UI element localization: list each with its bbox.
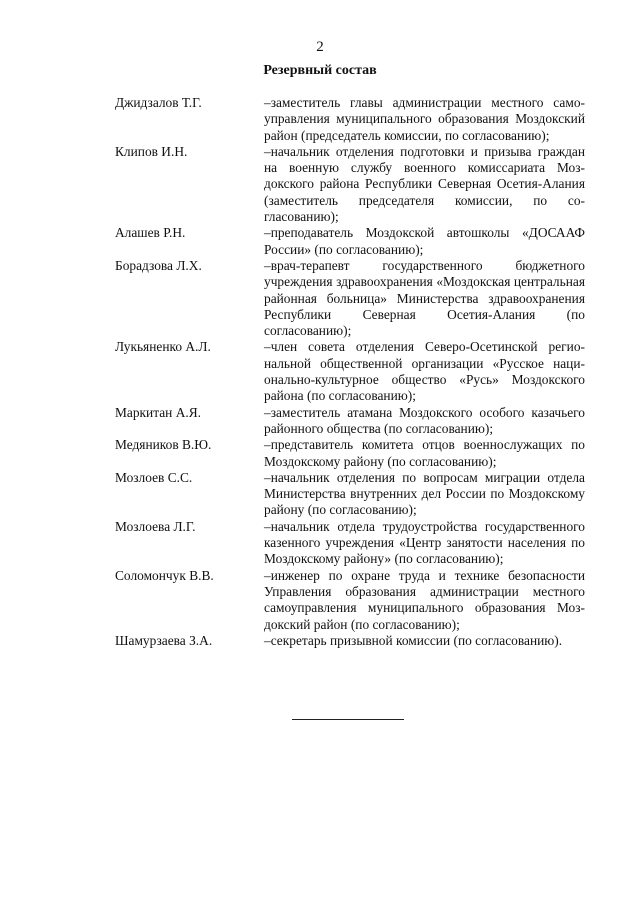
member-row [115, 405, 585, 438]
member-role: –заместитель атамана Моздокского особого казачьего районного общества (по согласованию); [264, 404, 585, 436]
member-row [115, 633, 585, 649]
member-name: Лукьяненко А.Л. [115, 339, 211, 355]
member-role: –член совета отделения Северо-Осетинской региональной общественной организации «Русское национально-культурное общество «Русь» Моздокского района (по согласованию); [264, 339, 585, 404]
member-role: –представитель комитета отцов военнослужащих по Моздокскому району (по согласованию); [264, 437, 585, 469]
member-row [115, 225, 585, 258]
member-row [115, 519, 585, 568]
member-role: –инженер по охране труда и технике безопасности Управления образования администрации местного самоуправления муниципального образования Моздокский район (по согласованию); [264, 567, 585, 632]
member-name: Соломончук В.В. [115, 567, 214, 583]
member-row [115, 95, 585, 144]
member-role: –секретарь призывной комиссии (по согласованию). [264, 632, 563, 648]
members-list [115, 95, 585, 649]
member-row [115, 144, 585, 225]
member-row [115, 339, 585, 404]
member-row [115, 470, 585, 519]
closing-rule [292, 719, 404, 720]
member-name: Джидзалов Т.Г. [115, 95, 202, 110]
member-role: –начальник отделения подготовки и призыва граждан на военную службу военного комиссариата Моздокского района Республики Северная Осетия-Алания (заместитель председателя комиссии, по согласованию); [264, 143, 585, 225]
member-name: Маркитан А.Я. [115, 404, 201, 420]
section-heading: Резервный состав [263, 63, 377, 78]
member-name: Медяников В.Ю. [115, 437, 212, 453]
member-row [115, 437, 585, 470]
member-row [115, 568, 585, 633]
member-row [115, 258, 585, 339]
member-role: –заместитель главы администрации местного самоуправления муниципального образования Моздокский район (председатель комиссии, по согласованию); [264, 95, 585, 143]
member-name: Борадзова Л.Х. [115, 257, 202, 273]
page-number: 2 [316, 39, 324, 55]
member-role: –преподаватель Моздокской автошколы «ДОСААФ России» (по согласованию); [264, 225, 585, 257]
member-role: –врач-терапевт государственного бюджетного учреждения здравоохранения «Моздокская центральная районная больница» Министерства здравоохранения Республики Северная Осетия-Алания (по согласованию); [264, 257, 585, 339]
member-name: Клипов И.Н. [115, 143, 188, 159]
member-name: Мозлоев С.С. [115, 469, 193, 485]
member-name: Мозлоева Л.Г. [115, 518, 196, 534]
member-name: Шамурзаева З.А. [115, 632, 213, 648]
member-role: –начальник отделения по вопросам миграции отдела Министерства внутренних дел России по Моздокскому району (по согласованию); [264, 469, 585, 518]
member-name: Алашев Р.Н. [115, 225, 186, 241]
member-role: –начальник отдела трудоустройства государственного казенного учреждения «Центр занятости населения по Моздокскому району» (по согласованию); [264, 518, 585, 567]
